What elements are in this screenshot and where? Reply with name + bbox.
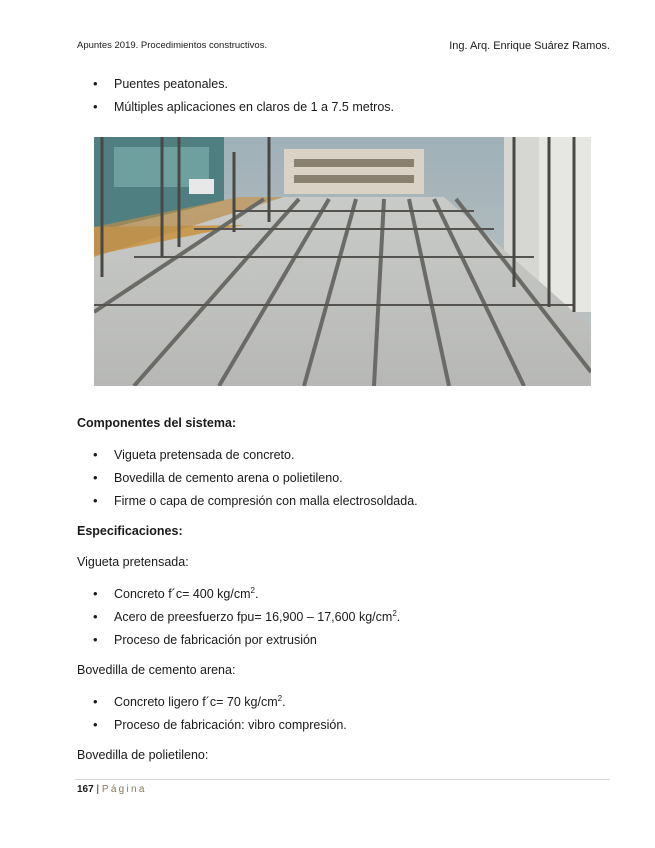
page-word: Página bbox=[101, 784, 147, 795]
vigueta-list bbox=[93, 586, 400, 655]
section-heading-especificaciones: Especificaciones: bbox=[77, 524, 183, 538]
list-item: • Concreto ligero f´c= 70 $kg/cm^2$. bbox=[93, 694, 347, 717]
list-item: • Concreto f´c= 400 $kg/cm^2$. bbox=[93, 586, 400, 609]
construction-photo bbox=[94, 137, 591, 386]
intro-list bbox=[93, 76, 394, 122]
bovedilla-cemento-list bbox=[93, 694, 347, 740]
list-item: • Proceso de fabricación por extrusión bbox=[93, 632, 400, 655]
bovedilla-cemento-label: Bovedilla de cemento arena: bbox=[77, 663, 236, 677]
bovedilla-polietileno-label: Bovedilla de polietileno: bbox=[77, 748, 209, 762]
list-item: • Vigueta pretensada de concreto. bbox=[93, 447, 418, 470]
footer-separator: | bbox=[93, 784, 102, 795]
page-header-right: Ing. Arq. Enrique Suárez Ramos. bbox=[449, 40, 610, 52]
list-item: • Firme o capa de compresión con malla electrosoldada. bbox=[93, 493, 418, 516]
footer-divider bbox=[75, 779, 610, 780]
page-header-left: Apuntes 2019. Procedimientos constructivos. bbox=[77, 40, 268, 51]
section-heading-componentes: Componentes del sistema: bbox=[77, 416, 237, 430]
list-item: • Bovedilla de cemento arena o polietileno. bbox=[93, 470, 418, 493]
page-footer bbox=[77, 784, 147, 795]
vigueta-label: Vigueta pretensada: bbox=[77, 555, 189, 569]
list-item: • Puentes peatonales. bbox=[93, 76, 394, 99]
list-item: • Proceso de fabricación: vibro compresión. bbox=[93, 717, 347, 740]
list-item: • Múltiples aplicaciones en claros de 1 a 7.5 metros. bbox=[93, 99, 394, 122]
page-number: 167 bbox=[77, 784, 94, 795]
list-item: • Acero de preesfuerzo fpu= 16,900 – 17,600 $kg/cm^2$. bbox=[93, 609, 400, 632]
componentes-list bbox=[93, 447, 418, 516]
